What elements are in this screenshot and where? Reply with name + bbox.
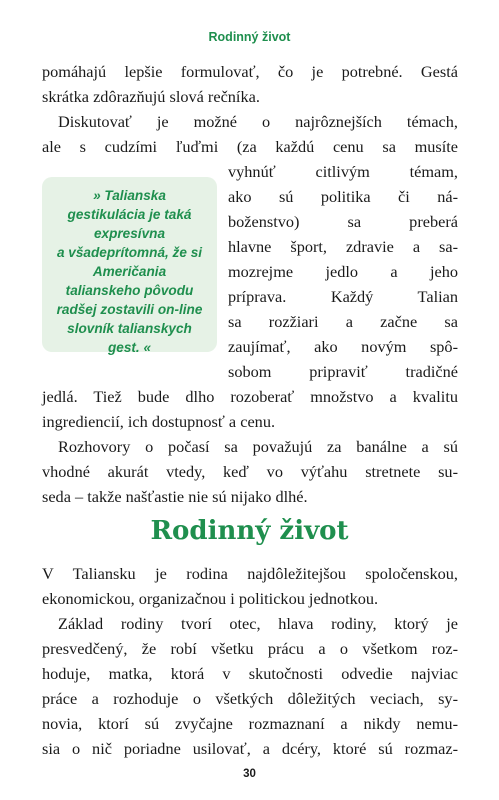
body-line: vyhnúť citlivým témam, <box>228 162 458 181</box>
body-line: zaujímať, ako novým spô- <box>228 337 458 356</box>
pull-quote-line: radšej zostavili on-line <box>56 302 203 317</box>
body-line: boženstvo) sa preberá <box>228 212 458 231</box>
body-line: sobom pripraviť tradičné <box>228 362 458 381</box>
body-line: V Taliansku je rodina najdôležitejšou spoločenskou, <box>42 564 458 583</box>
body-line: hlavne šport, zdravie a sa- <box>228 237 458 256</box>
body-line: sa rozžiari a začne sa <box>228 312 458 331</box>
pull-quote-line: a všadeprítomná, že si <box>56 245 203 260</box>
body-line: novia, ktorí sú zvyčajne rozmaznaní a nikdy nemu- <box>42 714 458 733</box>
body-line: ingrediencií, ich dostupnosť a cenu. <box>42 412 276 431</box>
pull-quote <box>42 177 217 355</box>
body-line: pomáhajú lepšie formulovať, čo je potrebné. Gestá <box>42 62 458 81</box>
body-line: mozrejme jedlo a jeho <box>228 262 458 281</box>
pull-quote-line: Američania <box>92 264 167 279</box>
page-number: 30 <box>243 768 256 780</box>
body-line: Diskutovať je možné o najrôznejších témach, <box>58 112 458 131</box>
body-line: vhodné akurát vtedy, keď vo výťahu stretnete su- <box>42 462 458 481</box>
pull-quote-line: talianskeho pôvodu <box>65 283 194 298</box>
body-line: jedlá. Tiež bude dlho rozoberať množstvo a kvalitu <box>42 387 458 406</box>
body-line: práce a rozhoduje o všetkých dôležitých veciach, sy- <box>42 689 458 708</box>
body-line: sia o nič poriadne usilovať, a dcéry, ktoré sú rozmaz- <box>42 739 458 758</box>
body-line: ako sú politika či ná- <box>228 187 458 206</box>
pull-quote-line: » Talianska <box>93 188 166 203</box>
body-line: seda – takže našťastie nie sú nijako dlhé. <box>42 487 308 506</box>
pull-quote-line: gestikulácia je taká <box>67 207 192 222</box>
body-line: presvedčený, že robí všetku prácu a o všetkom roz- <box>42 639 458 658</box>
body-line: ale s cudzími ľuďmi (za každú cenu sa musíte <box>42 137 458 156</box>
body-line: ekonomickou, organizačnou i politickou jednotkou. <box>42 589 379 608</box>
section-heading: Rodinný život <box>150 516 349 546</box>
body-line: príprava. Každý Talian <box>228 287 458 306</box>
pull-quote-line: slovník talianskych <box>67 321 192 336</box>
body-line: Základ rodiny tvorí otec, hlava rodiny, ktorý je <box>58 614 458 633</box>
pull-quote-line: expresívna <box>93 226 166 241</box>
running-head: Rodinný život <box>208 30 291 44</box>
body-line: skrátka zdôrazňujú slová rečníka. <box>42 87 260 106</box>
body-line: hoduje, matka, ktorá v skutočnosti odvedie najviac <box>42 664 458 683</box>
body-line: Rozhovory o počasí sa považujú za banálne a sú <box>58 437 458 456</box>
pull-quote-line: gest. « <box>107 340 152 355</box>
